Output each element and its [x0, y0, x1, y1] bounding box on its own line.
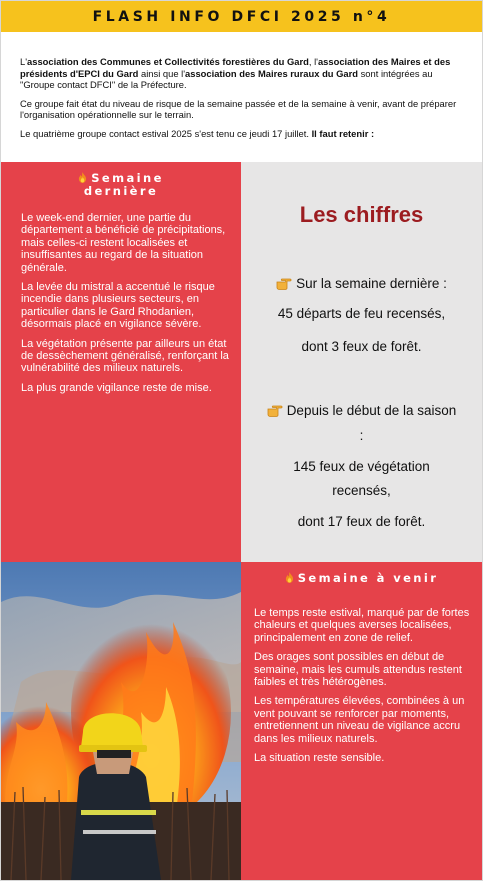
fire-icon	[78, 172, 87, 183]
last-week-paragraph: La végétation présente par ailleurs un état de dessèchement généralisé, renforçant la vulnérabilité des milieux naturels.	[21, 337, 229, 375]
intro-text: sont intégrées au "Groupe contact DFCI" de la Préfecture.	[20, 67, 433, 91]
last-week-paragraph: Le week-end dernier, une partie du département a bénéficié de précipitations, mais celles-ci restent localisées et insuffisantes au regard de la situation générale.	[21, 212, 226, 274]
last-week-body	[21, 212, 229, 401]
last-week-paragraph: La levée du mistral a accentué le risque incendie dans plusieurs secteurs, en particulier dans le Gard Rhodanien, désormais placé en vigilance sévère.	[21, 281, 215, 331]
last-week-paragraph: La plus grande vigilance reste de mise.	[21, 381, 212, 394]
week-fires: 45 départs de feu recensés,	[277, 306, 446, 321]
intro-text: , l'	[308, 56, 318, 67]
intro-section	[20, 56, 466, 147]
figures-title: Les chiffres	[299, 202, 424, 227]
intro-association-maires-ruraux: association des Maires ruraux du Gard	[185, 67, 359, 79]
season-fires-line1: 145 feux de végétation	[293, 459, 430, 474]
next-week-heading-text: Semaine à venir	[297, 571, 439, 585]
week-label	[241, 273, 482, 295]
week-label-text: Sur la semaine dernière :	[296, 276, 447, 291]
season-label-text: Depuis le début de la saison	[286, 403, 457, 418]
pointing-hand-icon	[267, 403, 283, 417]
intro-paragraph-1	[20, 56, 466, 91]
firefighter-photo	[1, 562, 241, 880]
intro-paragraph-3	[20, 128, 466, 140]
last-week-heading-line1: Semaine	[91, 171, 164, 185]
next-week-paragraph: Le temps reste estival, marqué par de fortes chaleurs et quelques averses localisées, principalement en zone de relief.	[254, 607, 470, 644]
season-fires-line2: recensés,	[332, 483, 391, 498]
banner-title: FLASH INFO DFCI 2025 n°4	[92, 8, 391, 25]
intro-key-points-label: Il faut retenir :	[311, 127, 375, 139]
intro-association-communes: association des Communes et Collectivités forestières du Gard	[27, 56, 309, 67]
season-label-colon: :	[359, 428, 364, 443]
week-forest-fires: dont 3 feux de forêt.	[301, 339, 422, 354]
next-week-paragraph: Des orages sont possibles en début de semaine, mais les cumuls attendus restent faibles et très hétérogènes.	[254, 651, 462, 689]
next-week-paragraph: La situation reste sensible.	[254, 752, 385, 765]
next-week-body	[254, 607, 472, 771]
intro-text: Le quatrième groupe contact estival 2025 s'est tenu ce jeudi 17 juillet.	[20, 127, 312, 139]
firefighter-illustration	[1, 562, 241, 880]
intro-text: ainsi que l'	[138, 67, 186, 79]
fire-icon	[285, 572, 294, 583]
last-week-heading	[1, 172, 241, 198]
intro-association-maires: association des Maires et des présidents d'EPCI du Gard	[20, 56, 451, 79]
season-forest-fires: dont 17 feux de forêt.	[297, 514, 426, 529]
intro-paragraph-2: Ce groupe fait état du niveau de risque de la semaine passée et de la semaine à venir, avant de préparer l'organisation opérationnelle sur le terrain.	[20, 97, 457, 121]
last-week-heading-line2: dernière	[83, 184, 159, 198]
pointing-hand-icon	[276, 276, 292, 290]
intro-text: L'	[20, 56, 28, 67]
header-banner	[1, 1, 482, 32]
last-week-panel	[1, 162, 241, 562]
figures-panel	[241, 162, 482, 562]
next-week-panel	[241, 562, 482, 880]
next-week-heading	[241, 572, 482, 585]
next-week-paragraph: Les températures élevées, combinées à un vent pouvant se renforcer par moments, entretiennent un niveau de vigilance accru dans les milieux naturels.	[254, 695, 465, 745]
season-label	[241, 400, 482, 422]
